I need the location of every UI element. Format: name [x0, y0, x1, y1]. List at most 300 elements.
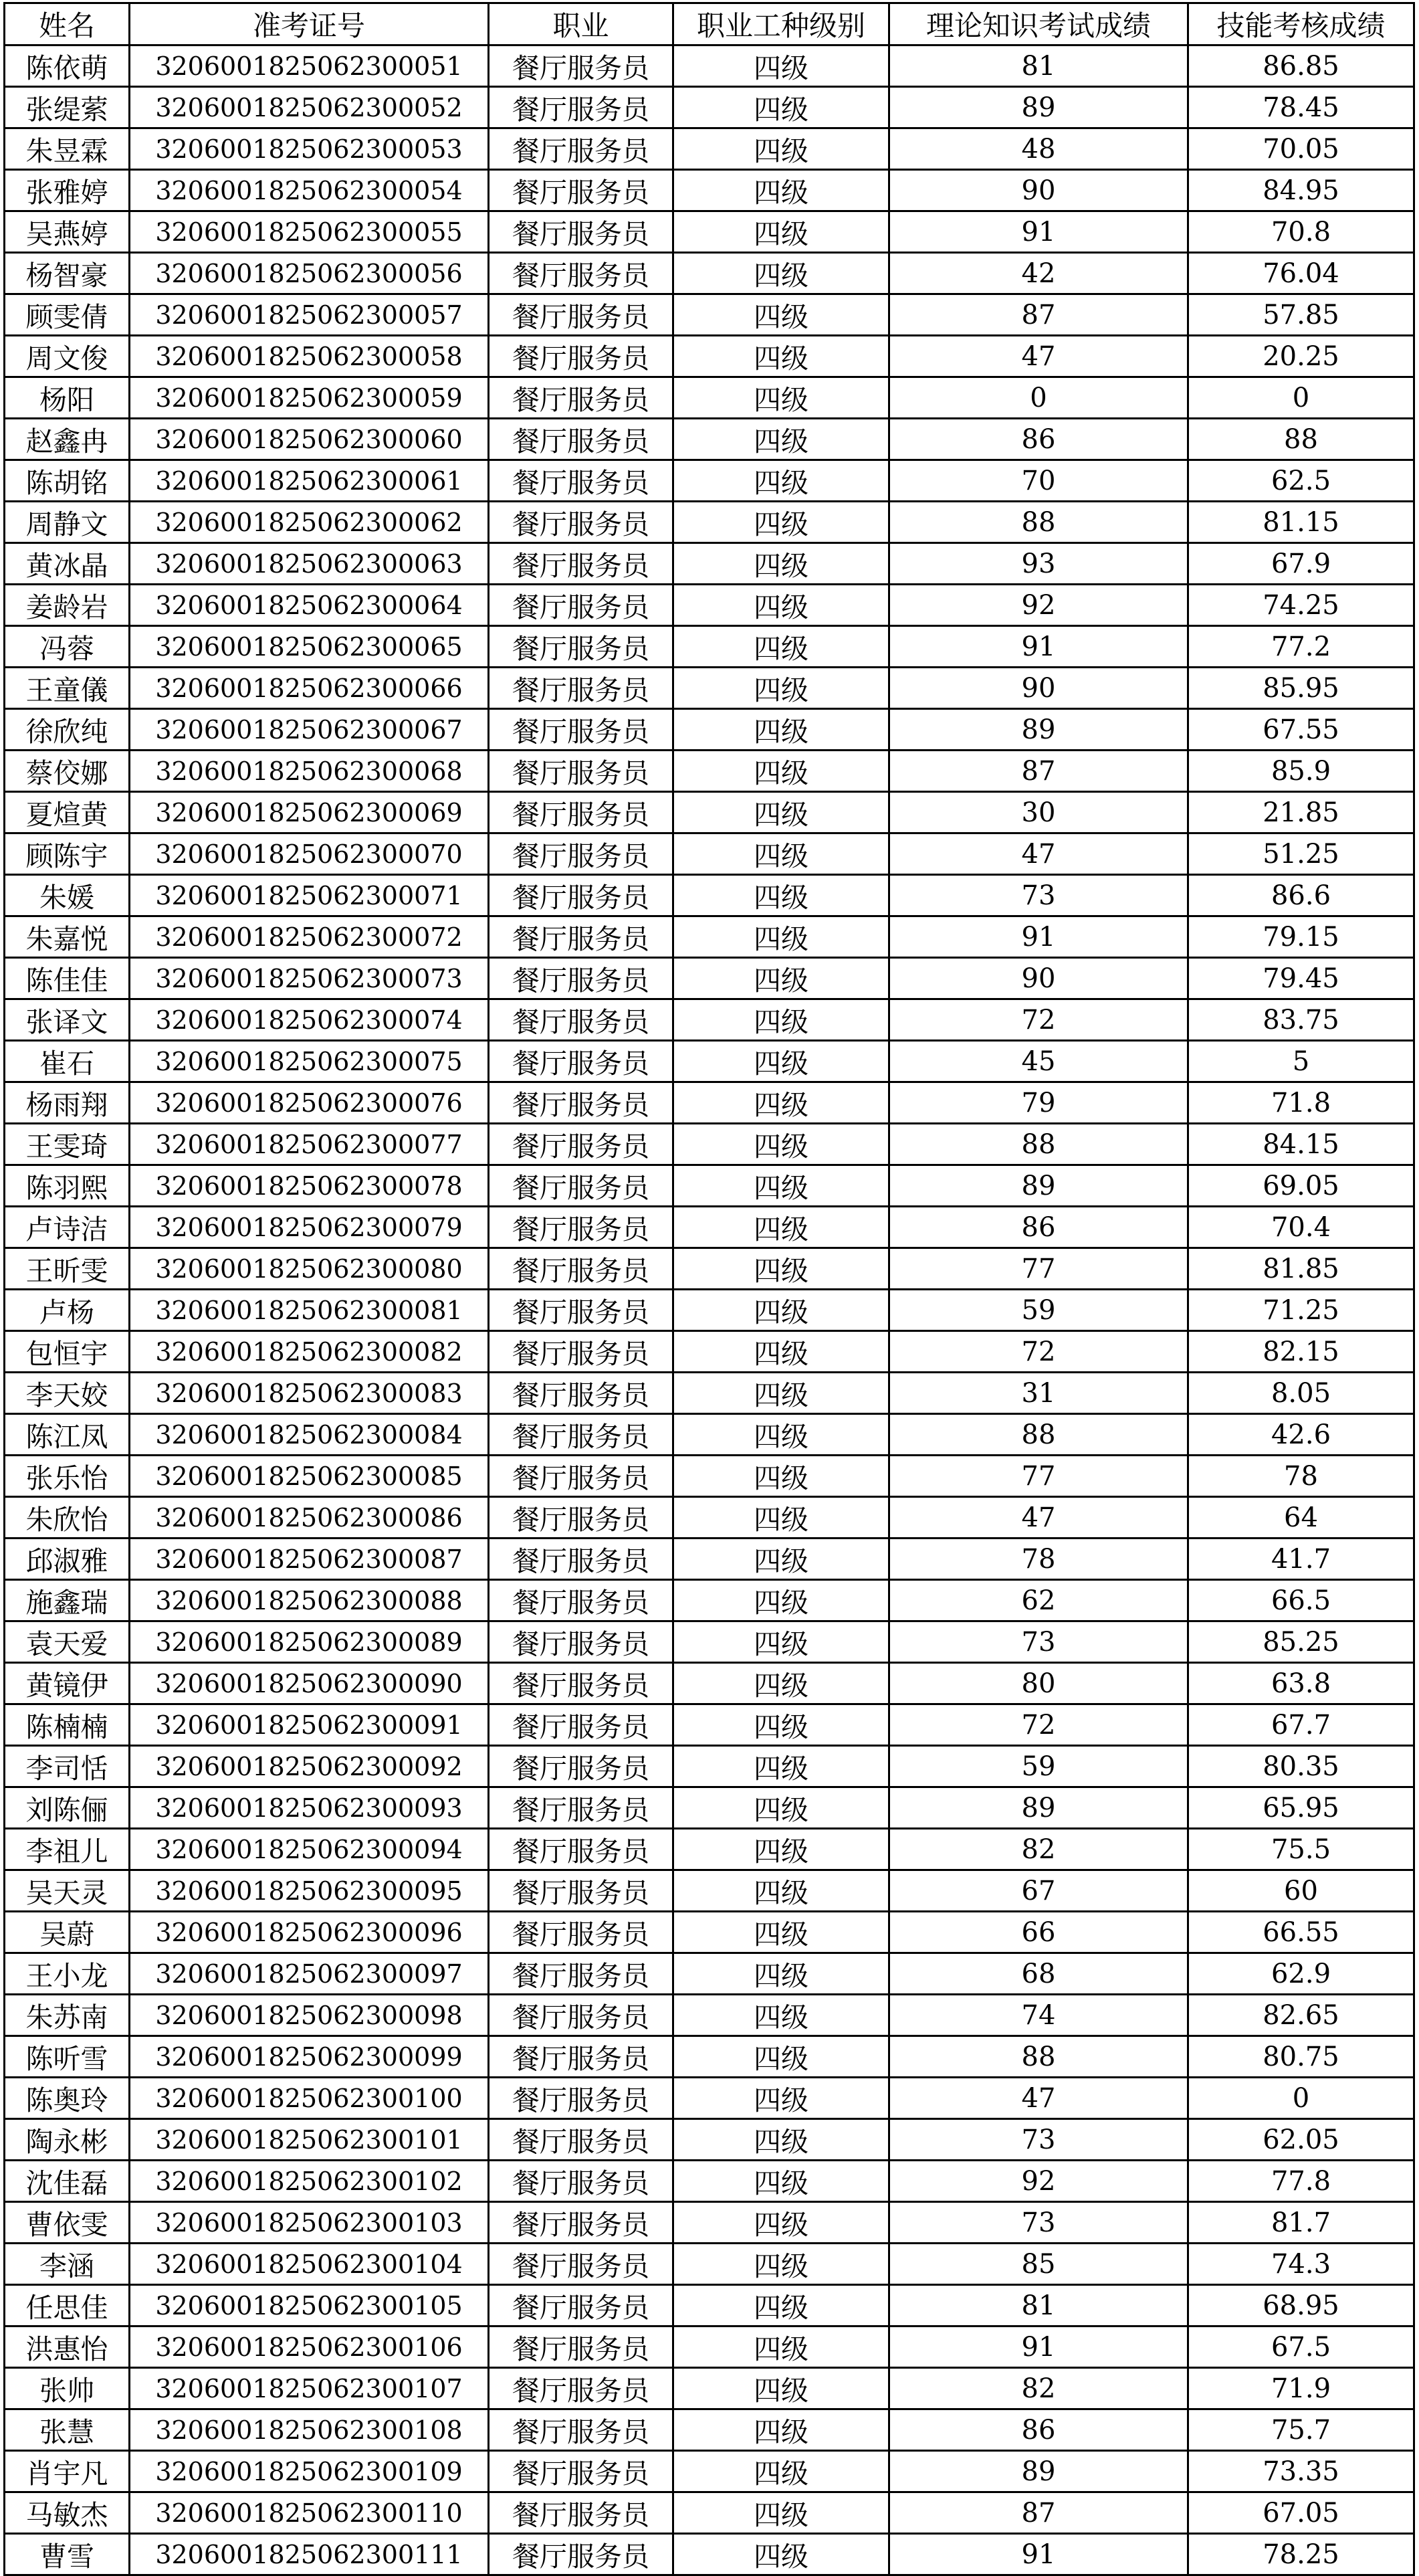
cell-theory: 88 — [889, 502, 1188, 543]
cell-theory: 86 — [889, 1207, 1188, 1248]
cell-job: 餐厅服务员 — [489, 1248, 673, 1290]
cell-id: 3206001825062300094 — [130, 1829, 489, 1870]
cell-theory: 82 — [889, 1829, 1188, 1870]
table-row — [5, 875, 1414, 916]
table-row — [5, 1746, 1414, 1787]
cell-skill: 57.85 — [1188, 294, 1414, 336]
cell-skill: 78.25 — [1188, 2534, 1414, 2575]
cell-job: 餐厅服务员 — [489, 916, 673, 958]
cell-name: 吴燕婷 — [5, 211, 130, 253]
cell-skill: 20.25 — [1188, 336, 1414, 377]
cell-skill: 67.7 — [1188, 1704, 1414, 1746]
cell-skill: 81.7 — [1188, 2202, 1414, 2244]
cell-id: 3206001825062300068 — [130, 751, 489, 792]
cell-level: 四级 — [673, 170, 889, 211]
cell-theory: 92 — [889, 2161, 1188, 2202]
table-row — [5, 958, 1414, 999]
cell-name: 朱嘉悦 — [5, 916, 130, 958]
table-row — [5, 1787, 1414, 1829]
cell-id: 3206001825062300081 — [130, 1290, 489, 1331]
table-row — [5, 2202, 1414, 2244]
table-row — [5, 1829, 1414, 1870]
cell-name: 朱媛 — [5, 875, 130, 916]
cell-id: 3206001825062300083 — [130, 1373, 489, 1414]
table-row — [5, 1497, 1414, 1539]
cell-id: 3206001825062300082 — [130, 1331, 489, 1373]
table-row — [5, 543, 1414, 585]
cell-theory: 93 — [889, 543, 1188, 585]
cell-job: 餐厅服务员 — [489, 1995, 673, 2036]
cell-skill: 86.6 — [1188, 875, 1414, 916]
score-sheet — [3, 2, 1413, 2576]
cell-level: 四级 — [673, 916, 889, 958]
cell-id: 3206001825062300059 — [130, 377, 489, 419]
table-row — [5, 253, 1414, 294]
table-row — [5, 1331, 1414, 1373]
table-row — [5, 170, 1414, 211]
cell-theory: 86 — [889, 2409, 1188, 2451]
cell-id: 3206001825062300064 — [130, 585, 489, 626]
cell-skill: 79.15 — [1188, 916, 1414, 958]
cell-name: 张帅 — [5, 2368, 130, 2409]
cell-id: 3206001825062300100 — [130, 2078, 489, 2119]
cell-level: 四级 — [673, 2368, 889, 2409]
cell-skill: 70.8 — [1188, 211, 1414, 253]
cell-id: 3206001825062300080 — [130, 1248, 489, 1290]
cell-id: 3206001825062300065 — [130, 626, 489, 668]
cell-id: 3206001825062300103 — [130, 2202, 489, 2244]
cell-level: 四级 — [673, 875, 889, 916]
header-level: 职业工种级别 — [673, 3, 889, 45]
cell-level: 四级 — [673, 1082, 889, 1124]
cell-name: 黄镜伊 — [5, 1663, 130, 1704]
cell-level: 四级 — [673, 1663, 889, 1704]
cell-job: 餐厅服务员 — [489, 2078, 673, 2119]
cell-skill: 74.3 — [1188, 2244, 1414, 2285]
cell-job: 餐厅服务员 — [489, 1787, 673, 1829]
cell-job: 餐厅服务员 — [489, 1082, 673, 1124]
cell-level: 四级 — [673, 2326, 889, 2368]
cell-job: 餐厅服务员 — [489, 2451, 673, 2492]
cell-id: 3206001825062300098 — [130, 1995, 489, 2036]
cell-skill: 81.85 — [1188, 1248, 1414, 1290]
cell-job: 餐厅服务员 — [489, 419, 673, 460]
cell-id: 3206001825062300078 — [130, 1165, 489, 1207]
table-row — [5, 1248, 1414, 1290]
cell-level: 四级 — [673, 336, 889, 377]
cell-theory: 72 — [889, 1704, 1188, 1746]
cell-theory: 66 — [889, 1912, 1188, 1953]
cell-id: 3206001825062300060 — [130, 419, 489, 460]
cell-job: 餐厅服务员 — [489, 1124, 673, 1165]
cell-level: 四级 — [673, 2285, 889, 2326]
cell-job: 餐厅服务员 — [489, 253, 673, 294]
cell-level: 四级 — [673, 1746, 889, 1787]
cell-name: 陶永彬 — [5, 2119, 130, 2161]
cell-level: 四级 — [673, 2534, 889, 2575]
cell-level: 四级 — [673, 253, 889, 294]
cell-skill: 21.85 — [1188, 792, 1414, 833]
cell-name: 袁天爱 — [5, 1621, 130, 1663]
cell-id: 3206001825062300088 — [130, 1580, 489, 1621]
cell-skill: 67.9 — [1188, 543, 1414, 585]
cell-job: 餐厅服务员 — [489, 87, 673, 128]
cell-skill: 41.7 — [1188, 1539, 1414, 1580]
cell-job: 餐厅服务员 — [489, 1165, 673, 1207]
table-row — [5, 1663, 1414, 1704]
cell-theory: 77 — [889, 1456, 1188, 1497]
cell-name: 陈楠楠 — [5, 1704, 130, 1746]
cell-skill: 84.15 — [1188, 1124, 1414, 1165]
cell-id: 3206001825062300110 — [130, 2492, 489, 2534]
cell-job: 餐厅服务员 — [489, 2285, 673, 2326]
cell-skill: 85.95 — [1188, 668, 1414, 709]
cell-job: 餐厅服务员 — [489, 2368, 673, 2409]
cell-skill: 78.45 — [1188, 87, 1414, 128]
cell-id: 3206001825062300054 — [130, 170, 489, 211]
cell-level: 四级 — [673, 1870, 889, 1912]
cell-name: 朱欣怡 — [5, 1497, 130, 1539]
cell-theory: 91 — [889, 211, 1188, 253]
cell-name: 李司恬 — [5, 1746, 130, 1787]
cell-job: 餐厅服务员 — [489, 958, 673, 999]
cell-id: 3206001825062300052 — [130, 87, 489, 128]
cell-name: 朱苏南 — [5, 1995, 130, 2036]
table-row — [5, 585, 1414, 626]
cell-job: 餐厅服务员 — [489, 1539, 673, 1580]
cell-id: 3206001825062300089 — [130, 1621, 489, 1663]
cell-level: 四级 — [673, 1829, 889, 1870]
table-row — [5, 751, 1414, 792]
table-row — [5, 87, 1414, 128]
cell-name: 陈依萌 — [5, 45, 130, 87]
cell-skill: 0 — [1188, 2078, 1414, 2119]
cell-theory: 81 — [889, 2285, 1188, 2326]
cell-skill: 82.15 — [1188, 1331, 1414, 1373]
cell-skill: 64 — [1188, 1497, 1414, 1539]
cell-level: 四级 — [673, 2078, 889, 2119]
cell-theory: 73 — [889, 2119, 1188, 2161]
cell-theory: 42 — [889, 253, 1188, 294]
table-row — [5, 1912, 1414, 1953]
cell-id: 3206001825062300058 — [130, 336, 489, 377]
cell-theory: 73 — [889, 1621, 1188, 1663]
cell-id: 3206001825062300062 — [130, 502, 489, 543]
table-row — [5, 2161, 1414, 2202]
cell-theory: 62 — [889, 1580, 1188, 1621]
cell-job: 餐厅服务员 — [489, 2409, 673, 2451]
cell-theory: 74 — [889, 1995, 1188, 2036]
cell-skill: 77.8 — [1188, 2161, 1414, 2202]
cell-name: 王小龙 — [5, 1953, 130, 1995]
cell-skill: 51.25 — [1188, 833, 1414, 875]
cell-skill: 85.25 — [1188, 1621, 1414, 1663]
header-name: 姓名 — [5, 3, 130, 45]
cell-theory: 59 — [889, 1290, 1188, 1331]
cell-job: 餐厅服务员 — [489, 1912, 673, 1953]
cell-level: 四级 — [673, 45, 889, 87]
cell-id: 3206001825062300106 — [130, 2326, 489, 2368]
cell-level: 四级 — [673, 128, 889, 170]
cell-id: 3206001825062300097 — [130, 1953, 489, 1995]
cell-skill: 82.65 — [1188, 1995, 1414, 2036]
cell-name: 顾陈宇 — [5, 833, 130, 875]
cell-theory: 92 — [889, 585, 1188, 626]
cell-level: 四级 — [673, 2492, 889, 2534]
cell-level: 四级 — [673, 751, 889, 792]
cell-theory: 70 — [889, 460, 1188, 502]
cell-skill: 8.05 — [1188, 1373, 1414, 1414]
cell-skill: 67.05 — [1188, 2492, 1414, 2534]
cell-job: 餐厅服务员 — [489, 1829, 673, 1870]
cell-id: 3206001825062300092 — [130, 1746, 489, 1787]
cell-theory: 86 — [889, 419, 1188, 460]
table-row — [5, 45, 1414, 87]
cell-theory: 91 — [889, 916, 1188, 958]
cell-name: 李天姣 — [5, 1373, 130, 1414]
cell-level: 四级 — [673, 1456, 889, 1497]
cell-theory: 47 — [889, 833, 1188, 875]
table-row — [5, 336, 1414, 377]
cell-name: 张缇萦 — [5, 87, 130, 128]
cell-name: 施鑫瑞 — [5, 1580, 130, 1621]
cell-id: 3206001825062300109 — [130, 2451, 489, 2492]
cell-skill: 78 — [1188, 1456, 1414, 1497]
cell-id: 3206001825062300061 — [130, 460, 489, 502]
cell-theory: 89 — [889, 1787, 1188, 1829]
cell-name: 包恒宇 — [5, 1331, 130, 1373]
cell-level: 四级 — [673, 1165, 889, 1207]
cell-level: 四级 — [673, 1041, 889, 1082]
cell-job: 餐厅服务员 — [489, 1290, 673, 1331]
cell-id: 3206001825062300111 — [130, 2534, 489, 2575]
cell-theory: 73 — [889, 875, 1188, 916]
cell-skill: 88 — [1188, 419, 1414, 460]
cell-job: 餐厅服务员 — [489, 833, 673, 875]
cell-level: 四级 — [673, 1414, 889, 1456]
table-row — [5, 1290, 1414, 1331]
table-row — [5, 1207, 1414, 1248]
cell-id: 3206001825062300066 — [130, 668, 489, 709]
cell-theory: 72 — [889, 999, 1188, 1041]
table-row — [5, 626, 1414, 668]
cell-name: 杨雨翔 — [5, 1082, 130, 1124]
table-row — [5, 419, 1414, 460]
cell-id: 3206001825062300087 — [130, 1539, 489, 1580]
cell-job: 餐厅服务员 — [489, 709, 673, 751]
table-row — [5, 294, 1414, 336]
cell-skill: 63.8 — [1188, 1663, 1414, 1704]
cell-name: 张乐怡 — [5, 1456, 130, 1497]
table-row — [5, 2119, 1414, 2161]
cell-skill: 65.95 — [1188, 1787, 1414, 1829]
cell-theory: 90 — [889, 958, 1188, 999]
header-exam-id: 准考证号 — [130, 3, 489, 45]
cell-job: 餐厅服务员 — [489, 1663, 673, 1704]
cell-level: 四级 — [673, 1248, 889, 1290]
cell-theory: 73 — [889, 2202, 1188, 2244]
cell-job: 餐厅服务员 — [489, 1041, 673, 1082]
cell-theory: 91 — [889, 2534, 1188, 2575]
cell-id: 3206001825062300079 — [130, 1207, 489, 1248]
cell-theory: 89 — [889, 709, 1188, 751]
cell-id: 3206001825062300056 — [130, 253, 489, 294]
cell-name: 徐欣纯 — [5, 709, 130, 751]
exam-results-table — [3, 2, 1415, 2576]
cell-level: 四级 — [673, 211, 889, 253]
cell-skill: 75.5 — [1188, 1829, 1414, 1870]
table-row — [5, 2244, 1414, 2285]
cell-theory: 87 — [889, 294, 1188, 336]
cell-job: 餐厅服务员 — [489, 128, 673, 170]
cell-skill: 74.25 — [1188, 585, 1414, 626]
cell-theory: 87 — [889, 751, 1188, 792]
cell-id: 3206001825062300107 — [130, 2368, 489, 2409]
cell-skill: 66.55 — [1188, 1912, 1414, 1953]
table-row — [5, 2409, 1414, 2451]
cell-name: 周文俊 — [5, 336, 130, 377]
cell-name: 陈羽熙 — [5, 1165, 130, 1207]
cell-skill: 60 — [1188, 1870, 1414, 1912]
cell-theory: 81 — [889, 45, 1188, 87]
cell-level: 四级 — [673, 1124, 889, 1165]
cell-job: 餐厅服务员 — [489, 1456, 673, 1497]
cell-skill: 69.05 — [1188, 1165, 1414, 1207]
cell-theory: 59 — [889, 1746, 1188, 1787]
table-row — [5, 2078, 1414, 2119]
cell-level: 四级 — [673, 585, 889, 626]
cell-name: 张雅婷 — [5, 170, 130, 211]
table-row — [5, 792, 1414, 833]
cell-id: 3206001825062300090 — [130, 1663, 489, 1704]
cell-name: 王雯琦 — [5, 1124, 130, 1165]
cell-job: 餐厅服务员 — [489, 626, 673, 668]
header-row — [5, 3, 1414, 45]
cell-skill: 84.95 — [1188, 170, 1414, 211]
cell-level: 四级 — [673, 1704, 889, 1746]
cell-id: 3206001825062300072 — [130, 916, 489, 958]
cell-name: 姜龄岩 — [5, 585, 130, 626]
cell-id: 3206001825062300055 — [130, 211, 489, 253]
cell-id: 3206001825062300069 — [130, 792, 489, 833]
cell-id: 3206001825062300071 — [130, 875, 489, 916]
cell-id: 3206001825062300070 — [130, 833, 489, 875]
cell-job: 餐厅服务员 — [489, 1497, 673, 1539]
cell-theory: 72 — [889, 1331, 1188, 1373]
table-row — [5, 1621, 1414, 1663]
cell-id: 3206001825062300073 — [130, 958, 489, 999]
cell-level: 四级 — [673, 668, 889, 709]
cell-id: 3206001825062300093 — [130, 1787, 489, 1829]
cell-name: 陈佳佳 — [5, 958, 130, 999]
cell-id: 3206001825062300063 — [130, 543, 489, 585]
cell-level: 四级 — [673, 1621, 889, 1663]
cell-level: 四级 — [673, 626, 889, 668]
header-occupation: 职业 — [489, 3, 673, 45]
cell-skill: 42.6 — [1188, 1414, 1414, 1456]
cell-job: 餐厅服务员 — [489, 668, 673, 709]
cell-name: 杨智豪 — [5, 253, 130, 294]
cell-theory: 89 — [889, 87, 1188, 128]
cell-name: 马敏杰 — [5, 2492, 130, 2534]
cell-skill: 67.55 — [1188, 709, 1414, 751]
cell-skill: 85.9 — [1188, 751, 1414, 792]
cell-name: 张译文 — [5, 999, 130, 1041]
cell-level: 四级 — [673, 2161, 889, 2202]
cell-id: 3206001825062300075 — [130, 1041, 489, 1082]
cell-skill: 68.95 — [1188, 2285, 1414, 2326]
cell-theory: 30 — [889, 792, 1188, 833]
cell-job: 餐厅服务员 — [489, 1207, 673, 1248]
cell-level: 四级 — [673, 792, 889, 833]
cell-id: 3206001825062300084 — [130, 1414, 489, 1456]
table-row — [5, 916, 1414, 958]
cell-name: 冯蓉 — [5, 626, 130, 668]
cell-skill: 79.45 — [1188, 958, 1414, 999]
header-theory-score: 理论知识考试成绩 — [889, 3, 1188, 45]
cell-id: 3206001825062300096 — [130, 1912, 489, 1953]
cell-name: 赵鑫冉 — [5, 419, 130, 460]
cell-name: 邱淑雅 — [5, 1539, 130, 1580]
cell-name: 洪惠怡 — [5, 2326, 130, 2368]
cell-skill: 80.35 — [1188, 1746, 1414, 1787]
cell-id: 3206001825062300067 — [130, 709, 489, 751]
cell-job: 餐厅服务员 — [489, 377, 673, 419]
table-row — [5, 709, 1414, 751]
cell-theory: 48 — [889, 128, 1188, 170]
cell-id: 3206001825062300051 — [130, 45, 489, 87]
cell-job: 餐厅服务员 — [489, 1580, 673, 1621]
cell-level: 四级 — [673, 1787, 889, 1829]
cell-job: 餐厅服务员 — [489, 170, 673, 211]
cell-job: 餐厅服务员 — [489, 45, 673, 87]
cell-level: 四级 — [673, 1497, 889, 1539]
cell-id: 3206001825062300077 — [130, 1124, 489, 1165]
cell-name: 李涵 — [5, 2244, 130, 2285]
cell-level: 四级 — [673, 1290, 889, 1331]
table-row — [5, 2534, 1414, 2575]
cell-level: 四级 — [673, 543, 889, 585]
cell-skill: 73.35 — [1188, 2451, 1414, 2492]
table-row — [5, 2368, 1414, 2409]
table-row — [5, 1041, 1414, 1082]
cell-id: 3206001825062300108 — [130, 2409, 489, 2451]
cell-skill: 80.75 — [1188, 2036, 1414, 2078]
cell-id: 3206001825062300053 — [130, 128, 489, 170]
cell-id: 3206001825062300102 — [130, 2161, 489, 2202]
cell-level: 四级 — [673, 2119, 889, 2161]
cell-skill: 62.05 — [1188, 2119, 1414, 2161]
table-row — [5, 1870, 1414, 1912]
cell-name: 卢杨 — [5, 1290, 130, 1331]
cell-level: 四级 — [673, 1373, 889, 1414]
cell-job: 餐厅服务员 — [489, 999, 673, 1041]
cell-name: 曹雪 — [5, 2534, 130, 2575]
cell-theory: 88 — [889, 1414, 1188, 1456]
cell-job: 餐厅服务员 — [489, 502, 673, 543]
cell-skill: 71.9 — [1188, 2368, 1414, 2409]
table-row — [5, 1704, 1414, 1746]
cell-theory: 87 — [889, 2492, 1188, 2534]
table-row — [5, 2451, 1414, 2492]
cell-level: 四级 — [673, 2409, 889, 2451]
table-row — [5, 211, 1414, 253]
cell-level: 四级 — [673, 1539, 889, 1580]
cell-id: 3206001825062300095 — [130, 1870, 489, 1912]
cell-name: 王昕雯 — [5, 1248, 130, 1290]
cell-name: 张慧 — [5, 2409, 130, 2451]
cell-job: 餐厅服务员 — [489, 1331, 673, 1373]
